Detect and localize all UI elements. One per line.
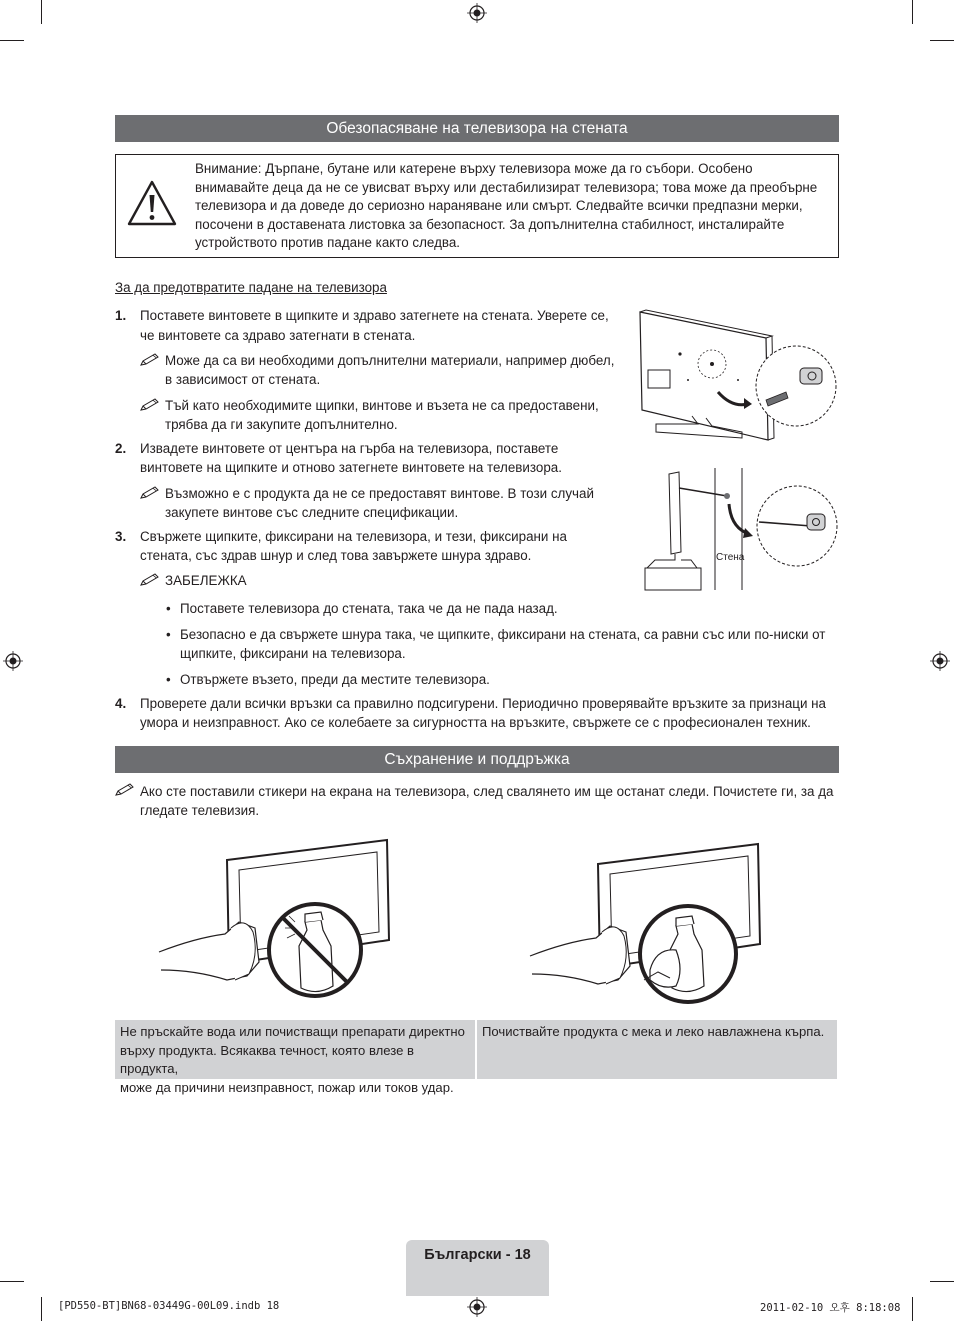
- bullet-dot: •: [166, 672, 171, 687]
- note-text: гледате телевизия.: [140, 803, 260, 818]
- file-slug: [PD550-BT]BN68-03449G-00L09.indb 18: [58, 1300, 280, 1312]
- crop-mark: [912, 0, 913, 24]
- note-text: Тъй като необходимите щипки, винтове и възета не са предоставени,: [165, 398, 599, 413]
- warning-body: : Дърпане, бутане или катерене върху телевизора може да го събори. Особено внимавайте деца да не се увисват върху или дестабилизират телевизора; това може да преобърне телевизора и да доведе до сериозно нараняване или смърт. Следвайте всички предпазни мерки, посочени в доставената листовка за безопасност. За допълнителна стабилност, инсталирайте устройството против падане както следва.: [195, 161, 818, 251]
- step-text: Извадете винтовете от центъра на гърба на телевизора, поставете: [140, 441, 559, 456]
- section-title-storage-maintenance: Съхранение и поддръжка: [115, 746, 839, 773]
- bullet-text: щипките, фиксирани на телевизора.: [180, 646, 406, 661]
- soft-cloth-cleaning-illustration: [526, 840, 766, 1006]
- registration-mark-icon: [3, 651, 23, 671]
- step-number: 4.: [115, 696, 127, 711]
- bullet-text: Отвържете възето, преди да местите телевизора.: [180, 672, 490, 687]
- crop-mark: [0, 40, 24, 41]
- warning-triangle-icon: [126, 179, 178, 227]
- section-title-wall-mount: Обезопасяване на телевизора на стената: [115, 115, 839, 142]
- step-text: Свържете щипките, фиксирани на телевизора, и тези, фиксирани на: [140, 529, 567, 544]
- step-text: умора и неизправност. Ако се колебаете за сигурността на връзките, свържете се с професионален техник.: [140, 715, 811, 730]
- date-slug: 2011-02-10 오후 8:18:08: [760, 1302, 901, 1314]
- note-heading: ЗАБЕЛЕЖКА: [165, 573, 247, 588]
- pencil-note-icon: [140, 398, 160, 412]
- step-number: 2.: [115, 441, 127, 456]
- crop-mark: [930, 1281, 954, 1282]
- pencil-note-icon: [115, 783, 135, 797]
- step-number: 1.: [115, 308, 127, 323]
- warning-text: [195, 160, 827, 253]
- bullet-dot: •: [166, 627, 171, 642]
- step-text: че винтовете са здраво затегнати в стената.: [140, 328, 416, 343]
- caption-line: може да причини неизправност, пожар или токов удар.: [120, 1079, 454, 1095]
- crop-mark: [41, 0, 42, 24]
- crop-mark: [930, 40, 954, 41]
- pencil-note-icon: [140, 573, 160, 587]
- no-spray-cleaning-illustration: [155, 836, 395, 1004]
- bullet-dot: •: [166, 601, 171, 616]
- tv-back-screw-illustration: [636, 308, 842, 444]
- registration-mark-icon: [467, 3, 487, 23]
- step-number: 3.: [115, 529, 127, 544]
- step-text: Проверете дали всички връзки са правилно подсигурени. Периодично проверявайте връзките за признаци на: [140, 696, 826, 711]
- step-text: Поставете винтовете в щипките и здраво затегнете на стената. Уверете се,: [140, 308, 609, 323]
- caption-no-spray: [115, 1020, 475, 1095]
- registration-mark-icon: [467, 1297, 487, 1317]
- warning-label: Внимание: [195, 161, 258, 176]
- note-text: трябва да ги закупите допълнително.: [165, 417, 398, 432]
- pencil-note-icon: [140, 353, 160, 367]
- page-number-tab: Български - 18: [406, 1240, 549, 1296]
- crop-mark: [0, 1281, 24, 1282]
- caption-line: върху продукта. Всякаква течност, която влезе в продукта,: [120, 1042, 414, 1077]
- bullet-text: Безопасно е да свържете шнура така, че щипките, фиксирани на стената, са равни със или по-ниски от: [180, 627, 826, 642]
- note-text: закупете винтове със следните спецификации.: [165, 505, 459, 520]
- step-text: винтовете на щипките и отново затегнете винтовете на телевизора.: [140, 460, 562, 475]
- note-text: Ако сте поставили стикери на екрана на телевизора, след свалянето им ще останат следи. Почистете ги, за да: [140, 784, 834, 799]
- note-text: Може да са ви необходими допълнителни материали, например дюбел,: [165, 353, 615, 368]
- crop-mark: [41, 1297, 42, 1321]
- step-text: стената, със здрав шнур и след това завържете шнура здраво.: [140, 548, 532, 563]
- caption-soft-cloth: [477, 1020, 837, 1079]
- caption-line: Не пръскайте вода или почистващи препарати директно: [120, 1024, 465, 1039]
- crop-mark: [912, 1297, 913, 1321]
- caption-line: Почиствайте продукта с мека и леко навлажнена кърпа.: [482, 1024, 825, 1039]
- pencil-note-icon: [140, 486, 160, 500]
- bullet-text: Поставете телевизора до стената, така че да не пада назад.: [180, 601, 558, 616]
- note-text: в зависимост от стената.: [165, 372, 321, 387]
- registration-mark-icon: [930, 651, 950, 671]
- tv-wall-cord-illustration: [641, 468, 841, 592]
- wall-label: Стена: [716, 552, 745, 563]
- note-text: Възможно е с продукта да не се предоставят винтове. В този случай: [165, 486, 594, 501]
- subheading-prevent-fall: За да предотвратите падане на телевизора: [115, 280, 387, 295]
